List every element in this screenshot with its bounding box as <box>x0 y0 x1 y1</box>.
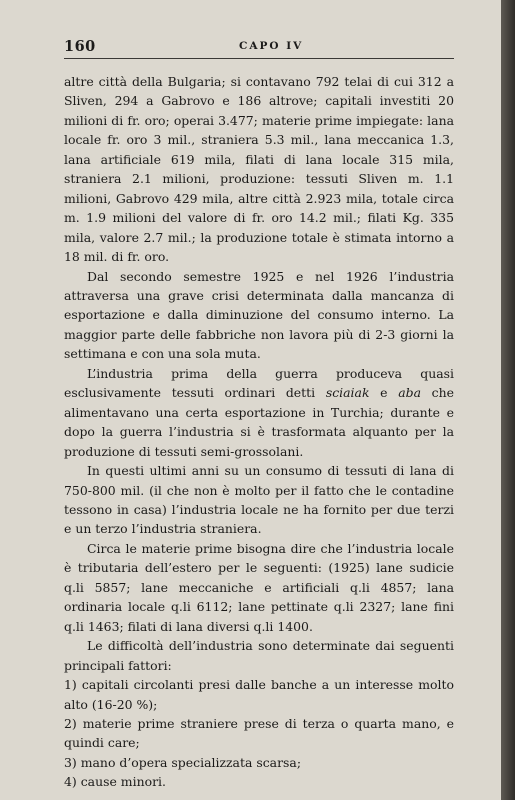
paragraph-4: In questi ultimi anni su un consumo di tessuti di lana di 750-800 mil. (il che non è molto per il fatto che le contadine tessono in casa) l’industria locale ne ha fornito per due terzi e un terzo l’industria straniera. <box>64 463 454 537</box>
list-item-3: 3) mano d’opera specializzata scarsa; <box>64 754 302 770</box>
book-spine-shadow <box>501 0 515 800</box>
paragraph-3 <box>64 364 454 461</box>
paragraph-1: altre città della Bulgaria; si contavano 792 telai di cui 312 a Sliven, 294 a Gabrovo e 186 altrove; capitali investiti 20 milioni di fr. oro; operai 3.477; materie prime impiegate: lana locale fr. oro 3 mil., straniera 5.3 mil., lana meccanica 1.3, lana artificiale 619 mila, filati di lana locale 315 mila, straniera 2.1 milioni, produzione: tessuti Sliven m. 1.1 milioni, Gabrovo 429 mila, altre città 2.923 mila, totale circa m. 1.9 milioni del valore di fr. oro 14.2 mil.; filati Kg. 335 mila, valore 2.7 mil.; la produzione totale è stimata intorno a 18 mil. di fr. oro. <box>64 74 454 265</box>
list-item-2: 2) materie prime straniere prese di terza o quarta mano, e quindi care; <box>64 715 454 751</box>
body-text <box>64 72 454 792</box>
paragraph-6: Le difficoltà dell’industria sono determinate dai seguenti principali fattori: <box>64 638 454 673</box>
paragraph-5: Circa le materie prime bisogna dire che l’industria locale è tributaria dell’estero per le seguenti: (1925) lane sudicie q.li 5857; lane meccaniche e artificiali q.li 4857; lana ordinaria locale q.li 6112; lane pettinate q.li 2327; lane fini q.li 1463; filati di lana diversi q.li 1400. <box>64 540 454 634</box>
term-aba: aba <box>398 385 421 401</box>
paragraph-3-before: L’industria prima della guerra produceva quasi esclusivamente tessuti ordinari detti <box>64 365 454 401</box>
term-sciaiak: sciaiak <box>325 385 370 401</box>
page-header <box>64 38 454 58</box>
header-rule <box>64 58 454 59</box>
page-number: 160 <box>64 38 96 55</box>
list-item-4: 4) cause minori. <box>64 774 166 790</box>
paragraph-2: Dal secondo semestre 1925 e nel 1926 l’industria attraversa una grave crisi determinata dalla mancanza di esportazione e dalla diminuzione del consumo interno. La maggior parte delle fabbriche non lavora più di 2-3 giorni la settimana e con una sola muta. <box>64 268 454 362</box>
running-head: CAPO IV <box>239 40 304 52</box>
list-item-1: 1) capitali circolanti presi dalle banche a un interesse molto alto (16-20 %); <box>64 677 454 712</box>
paragraph-3-after: che alimentavano una certa esportazione in Turchia; durante e dopo la guerra l’industria si è trasformata alquanto per la produzione di tessuti semi-grossolani. <box>64 385 454 459</box>
paragraph-3-middle: e <box>369 385 399 401</box>
